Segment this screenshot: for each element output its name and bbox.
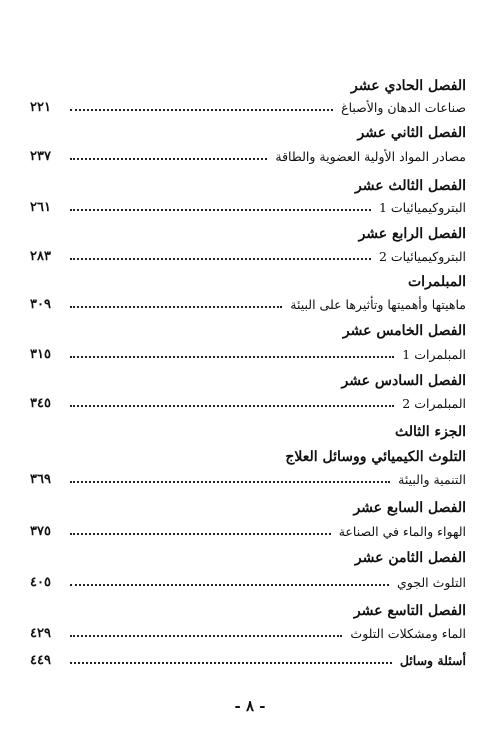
page-number: ٣١٥: [30, 347, 51, 362]
part-heading: الجزء الثالث: [394, 424, 466, 440]
dot-leader: [70, 661, 392, 664]
toc-entry: [30, 100, 466, 115]
entry-title: التلوث الجوي: [397, 575, 466, 590]
toc-entry: [30, 472, 466, 487]
dot-leader: [70, 404, 394, 407]
dot-leader: [70, 355, 394, 358]
dot-leader: [70, 634, 342, 637]
dot-leader: [70, 532, 331, 535]
chapter-heading: الفصل الثاني عشر: [357, 125, 466, 141]
entry-title: أسئلة وسائل: [399, 653, 466, 668]
dot-leader: [70, 108, 333, 111]
page-number: ٤٢٩: [30, 626, 51, 641]
toc-entry: [30, 524, 466, 539]
dot-leader: [70, 583, 389, 586]
entry-title: الهواء والماء في الصناعة: [338, 524, 466, 539]
page-number: ٢٨٣: [30, 249, 51, 264]
dot-leader: [70, 157, 267, 160]
toc-entry: [30, 575, 466, 590]
part-title: التلوث الكيميائي ووسائل العلاج: [285, 449, 466, 465]
entry-title: البتروكيميائيات 1: [378, 200, 466, 215]
toc-entry: [30, 249, 466, 264]
dot-leader: [70, 257, 371, 260]
page-number: ٤٤٩: [30, 653, 51, 668]
toc-entry: [30, 200, 466, 215]
dot-leader: [70, 208, 371, 211]
page-number: ٢٦١: [30, 200, 51, 215]
entry-title: البتروكيميائيات 2: [378, 249, 466, 264]
toc-entry: [30, 653, 466, 668]
entry-title: المبلمرات 2: [402, 396, 466, 411]
toc-entry: [30, 347, 466, 362]
toc-entry: [30, 149, 466, 164]
dot-leader: [70, 480, 390, 483]
page-number: ٤٠٥: [30, 575, 51, 590]
entry-title: ماهيتها وأهميتها وتأثيرها على البيئة: [290, 297, 466, 312]
chapter-heading: الفصل السابع عشر: [353, 500, 466, 516]
page-number: ٣٦٩: [30, 472, 51, 487]
page-number: ٢٣٧: [30, 149, 51, 164]
toc-entry: [30, 297, 466, 312]
chapter-heading: الفصل الحادي عشر: [351, 78, 466, 94]
page-number: ٣٠٩: [30, 297, 51, 312]
entry-title: صناعات الدهان والأصباغ: [341, 100, 466, 115]
section-heading: المبلمرات: [408, 274, 466, 290]
page-number: ٢٢١: [30, 100, 51, 115]
chapter-heading: الفصل السادس عشر: [341, 373, 466, 389]
toc-entry: [30, 626, 466, 641]
chapter-heading: الفصل الثالث عشر: [355, 178, 466, 194]
dot-leader: [70, 305, 282, 308]
chapter-heading: الفصل الرابع عشر: [358, 226, 466, 242]
entry-title: الماء ومشكلات التلوث: [350, 626, 466, 641]
chapter-heading: الفصل الخامس عشر: [342, 323, 466, 339]
chapter-heading: الفصل التاسع عشر: [353, 603, 466, 619]
toc-entry: [30, 396, 466, 411]
entry-title: المبلمرات 1: [402, 347, 466, 362]
page-number: ٣٧٥: [30, 524, 51, 539]
page-footer-number: - ٨ -: [234, 697, 266, 715]
entry-title: مصادر المواد الأولية العضوية والطاقة: [275, 149, 466, 164]
page-number: ٣٤٥: [30, 396, 51, 411]
entry-title: التنمية والبيئة: [398, 472, 466, 487]
chapter-heading: الفصل الثامن عشر: [354, 550, 466, 566]
